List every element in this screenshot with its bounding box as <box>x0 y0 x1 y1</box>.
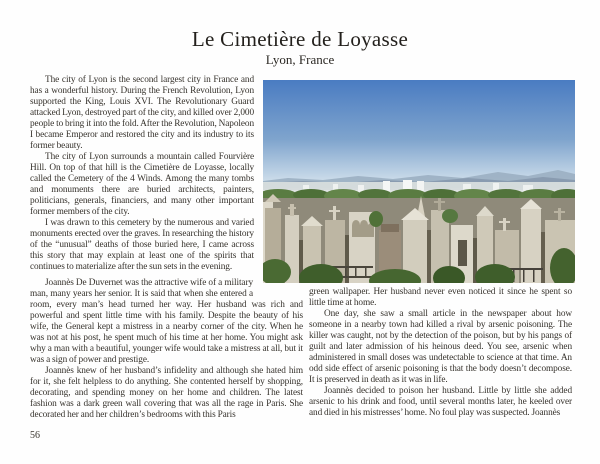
right-column <box>309 287 572 419</box>
paragraph: Joannès knew of her husband’s infidelity and although she hated him for it, she felt helpless to do anything. She contented herself by shopping, decorating, and spending money on her home and children. The latest fashion was a dark green wall covering that was all the rage in Paris. She decorated her and her children’s bedrooms with this Paris <box>30 366 303 420</box>
paragraph-text: Joannès De Duvernet was the attractive wife of a military man, many years her senior. It is said that when she entered a room, every man’s head turned her way. Her husband was rich and powerful and spent little time with his family. Despite the beauty of his wife, the General kept a mistress in a nearby corner of the city. When he was not at his post, he spent much of his time at her home. You might ask why a man with a beautiful, younger wife would take a mistress at all, but it was a sign of power and prestige. <box>30 278 303 365</box>
photo-wrap-notch <box>253 278 303 290</box>
paragraph: I was drawn to this cemetery by the numerous and varied monuments erected over the graves. In researching the history of the “unusual” deaths of those buried here, I came across this story that may explain at least one of the spirits that continues to materialize after the sun sets in the evening. <box>30 218 254 272</box>
paragraph: The city of Lyon is the second largest city in France and has a wonderful history. During the French Revolution, Lyon supported the King, Louis XVI. The Revolutionary Guard attacked Lyon, destroyed part of the city, and killed over 2,000 people to bring it into the fold. After the Revolution, Napoleon I became Emperor and restored the city and its industry to its former beauty. <box>30 75 255 151</box>
left-column-bottom <box>30 278 303 421</box>
paragraph: The city of Lyon surrounds a mountain called Fourvière Hill. On top of that hill is the Cimetière de Loyasse, locally called the Cemetery of the 4 Winds. Among the many tombs and monuments there are buried architects, painters, politicians, generals, financiers, and many other important former members of the city. <box>30 152 254 217</box>
paragraph <box>30 278 303 366</box>
cemetery-photo <box>263 80 575 283</box>
page-subtitle: Lyon, France <box>265 52 335 67</box>
left-column-top <box>30 75 254 273</box>
page-number: 56 <box>30 430 40 441</box>
cemetery-photo-art <box>263 80 575 283</box>
paragraph: Joannès decided to poison her husband. Little by little she added arsenic to his drink and food, until several months later, he keeled over and died in his mistresses’ home. No foul play was suspected. Joannès <box>309 386 572 418</box>
paragraph: green wallpaper. Her husband never even noticed it since he spent so little time at home. <box>309 287 572 308</box>
page-title: Le Cimetière de Loyasse <box>191 27 409 51</box>
paragraph: One day, she saw a small article in the newspaper about how someone in a nearby town had killed a rival by arsenic poisoning. The killer was caught, not by the detection of the poison, but by his pangs of guilt and later admission of his heinous deed. You see, arsenic when administered in small doses was undetectable to science at that time. An odd side effect of arsenic poisoning is that the body doesn’t decompose. It is preserved in death as it was in life. <box>309 309 572 385</box>
